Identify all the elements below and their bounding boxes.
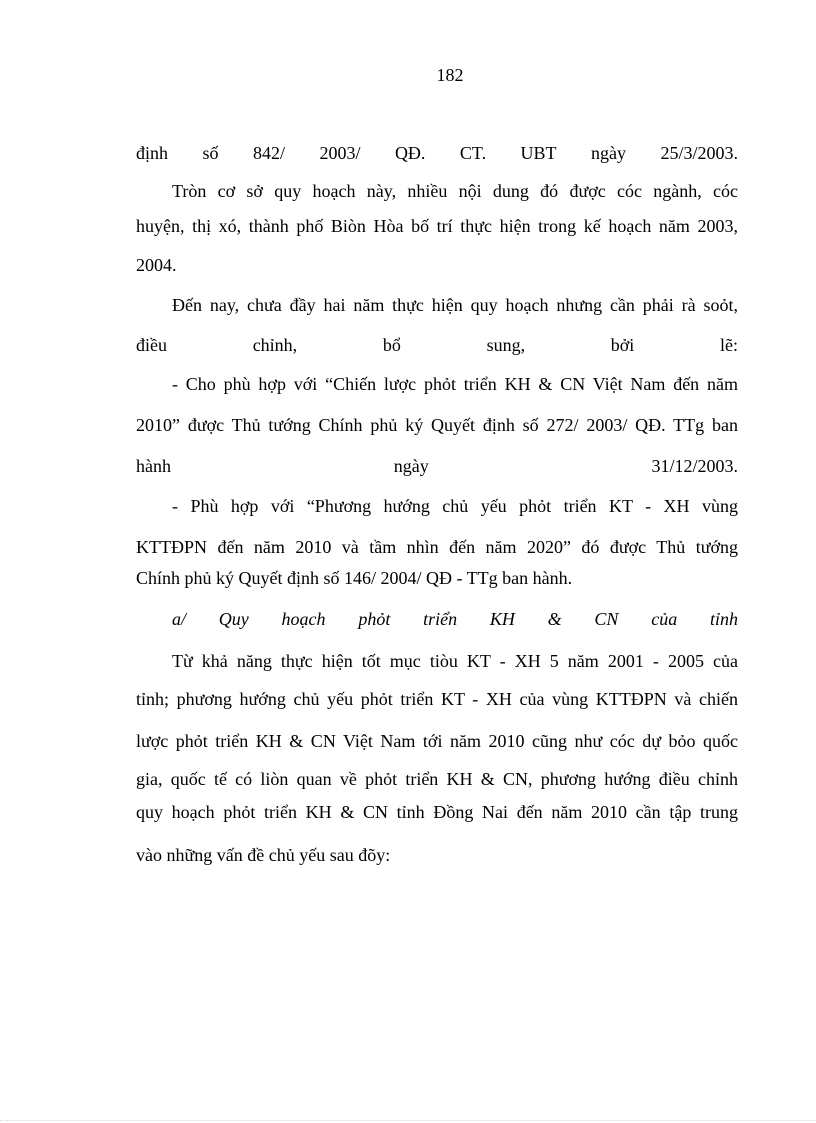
body-line-1 — [136, 142, 738, 164]
word: số — [202, 143, 219, 163]
word: CT. — [459, 143, 487, 163]
body-line-2: Tròn cơ sở quy hoạch này, nhiều nội dung đó được cóc ngành, cóc — [172, 181, 738, 201]
word: KH — [489, 609, 515, 629]
body-line-3: huyện, thị xó, thành phố Biòn Hòa bố trí thực hiện trong kế hoạch năm 2003, — [136, 216, 738, 236]
word: & — [547, 609, 562, 629]
word: UBT — [520, 143, 557, 163]
body-line-14: Từ khả năng thực hiện tốt mục tiòu KT - XH 5 năm 2001 - 2005 của — [172, 651, 738, 671]
word: hành — [136, 456, 171, 476]
word: phỏt — [358, 609, 391, 629]
word: bởi — [610, 335, 635, 355]
body-line-6 — [136, 334, 738, 356]
body-line-18: quy hoạch phỏt triển KH & CN tỉnh Đồng Nai đến năm 2010 cần tập trung — [136, 802, 738, 822]
body-line-10: - Phù hợp với “Phương hướng chủ yếu phỏt triển KT - XH vùng — [172, 496, 738, 516]
word: CN — [594, 609, 619, 629]
body-line-7: - Cho phù hợp với “Chiến lược phỏt triển KH & CN Việt Nam đến năm — [172, 374, 738, 394]
word: ngày — [591, 143, 627, 163]
body-line-12: Chính phủ ký Quyết định số 146/ 2004/ QĐ - TTg ban hành. — [136, 568, 573, 588]
bottom-divider — [0, 1120, 816, 1121]
word: QĐ. — [394, 143, 426, 163]
word: ngày — [393, 456, 429, 476]
word: sung, — [486, 335, 526, 355]
body-line-16: lược phỏt triển KH & CN Việt Nam tới năm 2010 cũng như cóc dự bỏo quốc — [136, 731, 738, 751]
body-line-5: Đến nay, chưa đầy hai năm thực hiện quy hoạch nhưng cần phải rà soỏt, — [172, 295, 738, 315]
word: điều — [136, 335, 167, 355]
word: tỉnh — [709, 609, 738, 629]
body-line-4: 2004. — [136, 255, 177, 275]
word: 25/3/2003. — [660, 143, 738, 163]
section-heading — [172, 608, 738, 630]
word: hoạch — [281, 609, 326, 629]
body-line-11: KTTĐPN đến năm 2010 và tầm nhìn đến năm 2020” đó được Thủ tướng — [136, 537, 738, 557]
word: định — [136, 143, 169, 163]
page-number: 182 — [436, 65, 464, 85]
word: 842/ — [252, 143, 285, 163]
word: chỉnh, — [252, 335, 298, 355]
body-line-17: gia, quốc tế có liòn quan về phỏt triển KH & CN, phương hướng điều chỉnh — [136, 769, 738, 789]
body-line-15: tỉnh; phương hướng chủ yếu phỏt triển KT - XH của vùng KTTĐPN và chiến — [136, 689, 738, 709]
body-line-19: vào những vấn đề chủ yếu sau đõy: — [136, 845, 391, 865]
body-line-8: 2010” được Thủ tướng Chính phủ ký Quyết định số 272/ 2003/ QĐ. TTg ban — [136, 415, 738, 435]
word: Quy — [218, 609, 249, 629]
word: 2003/ — [319, 143, 361, 163]
word: lẽ: — [719, 335, 738, 355]
word: bổ — [382, 335, 401, 355]
word: a/ — [172, 609, 187, 629]
word: của — [651, 609, 678, 629]
body-line-9 — [136, 455, 738, 477]
word: triển — [423, 609, 458, 629]
word: 31/12/2003. — [651, 456, 738, 476]
